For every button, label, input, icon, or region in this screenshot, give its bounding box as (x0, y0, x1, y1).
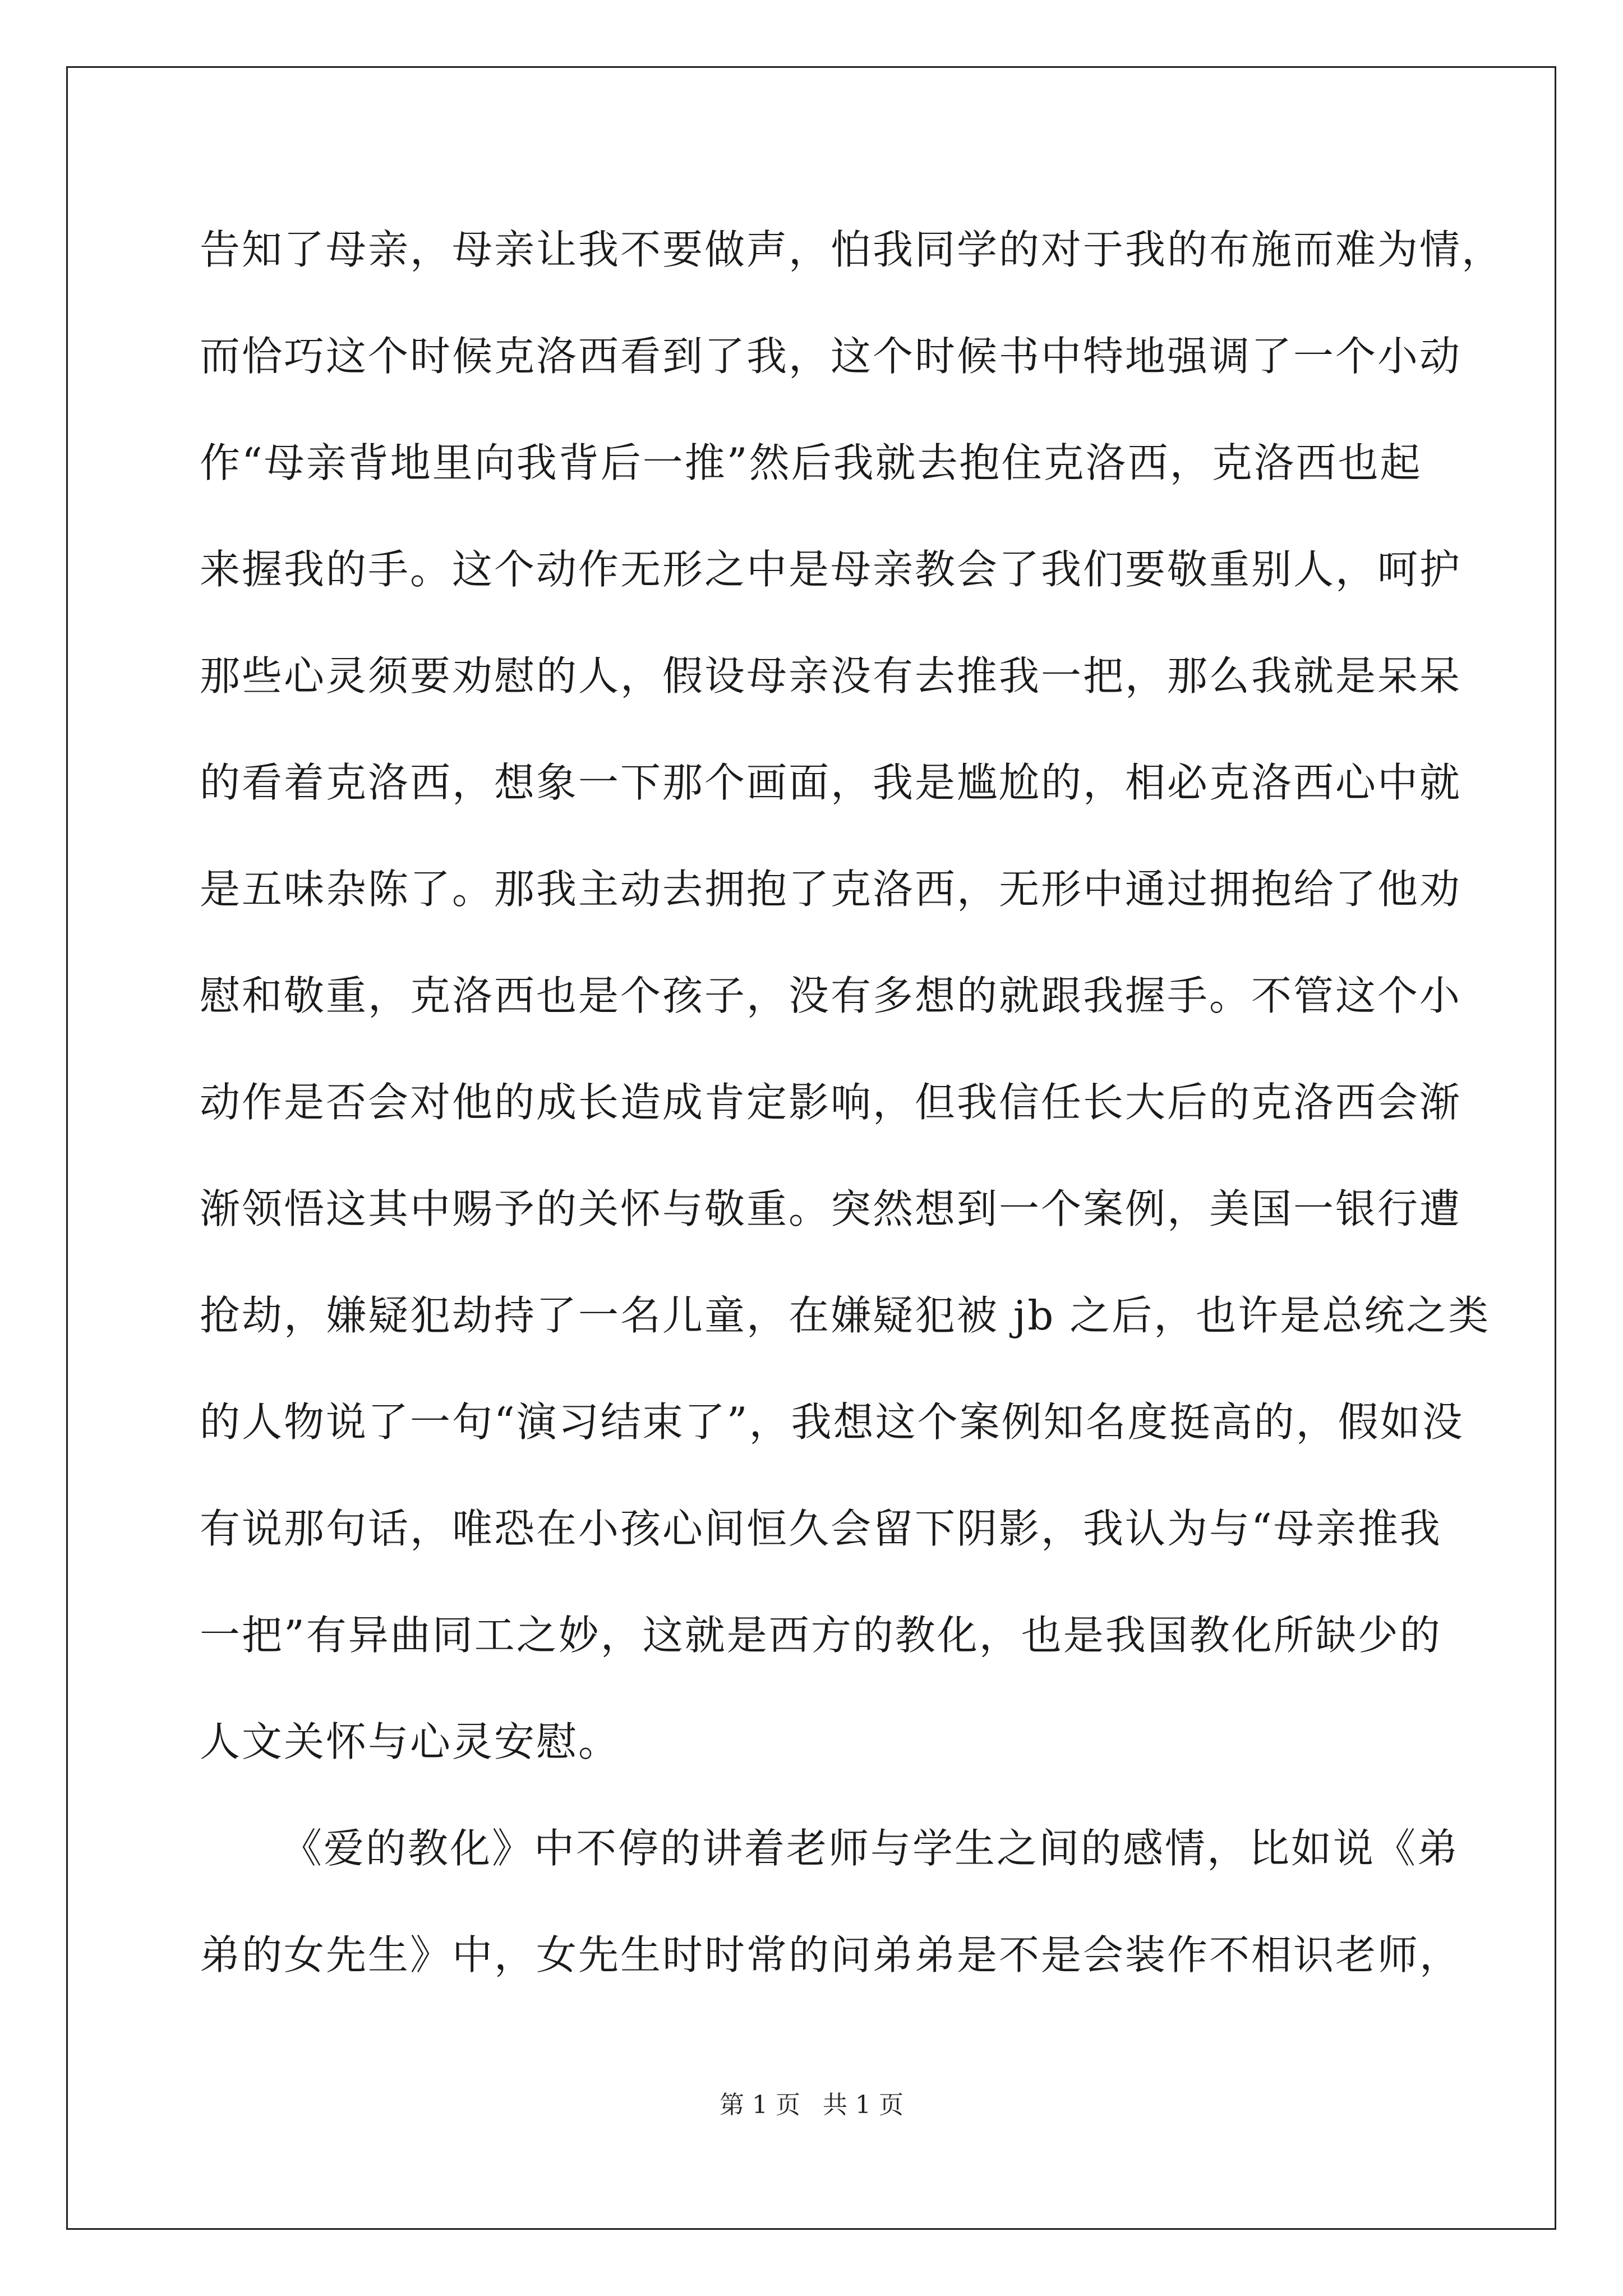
page-number: 第 1 页 (720, 2091, 800, 2119)
text-line: 一把”有异曲同工之妙，这就是西方的教化，也是我国教化所缺少的 (200, 1612, 1442, 1659)
text-line: 抢劫，嫌疑犯劫持了一名儿童，在嫌疑犯被 jb 之后，也许是总统之类 (200, 1292, 1491, 1339)
text-line: 有说那句话，唯恐在小孩心间恒久会留下阴影，我认为与“母亲推我 (200, 1505, 1442, 1552)
text-line: 人文关怀与心灵安慰。 (200, 1718, 621, 1765)
text-line: 而恰巧这个时候克洛西看到了我，这个时候书中特地强调了一个小动 (200, 333, 1462, 380)
text-line: 来握我的手。这个动作无形之中是母亲教会了我们要敬重别人，呵护 (200, 546, 1462, 593)
page-footer (0, 2088, 1623, 2122)
text-line: 作“母亲背地里向我背后一推”然后我就去抱住克洛西，克洛西也起 (200, 439, 1422, 486)
text-line: 的看着克洛西，想象一下那个画面，我是尴尬的，相必克洛西心中就 (200, 759, 1462, 806)
text-line: 告知了母亲，母亲让我不要做声，怕我同学的对于我的布施而难为情， (200, 226, 1504, 273)
document-body (200, 196, 1504, 2008)
text-line: 渐领悟这其中赐予的关怀与敬重。突然想到一个案例，美国一银行遭 (200, 1185, 1462, 1232)
text-line: 弟的女先生》中，女先生时时常的问弟弟是不是会装作不相识老师， (200, 1931, 1462, 1978)
text-line: 慰和敬重，克洛西也是个孩子，没有多想的就跟我握手。不管这个小 (200, 972, 1462, 1019)
page-total: 共 1 页 (823, 2091, 903, 2119)
text-line: 的人物说了一句“演习结束了”，我想这个案例知名度挺高的，假如没 (200, 1398, 1464, 1446)
text-line: 那些心灵须要劝慰的人，假设母亲没有去推我一把，那么我就是呆呆 (200, 652, 1462, 700)
paragraph-first-line: 《爱的教化》中不停的讲着老师与学生之间的感情，比如说《弟 (282, 1825, 1460, 1872)
text-line: 是五味杂陈了。那我主动去拥抱了克洛西，无形中通过拥抱给了他劝 (200, 866, 1462, 913)
text-line: 动作是否会对他的成长造成肯定影响，但我信任长大后的克洛西会渐 (200, 1079, 1462, 1126)
